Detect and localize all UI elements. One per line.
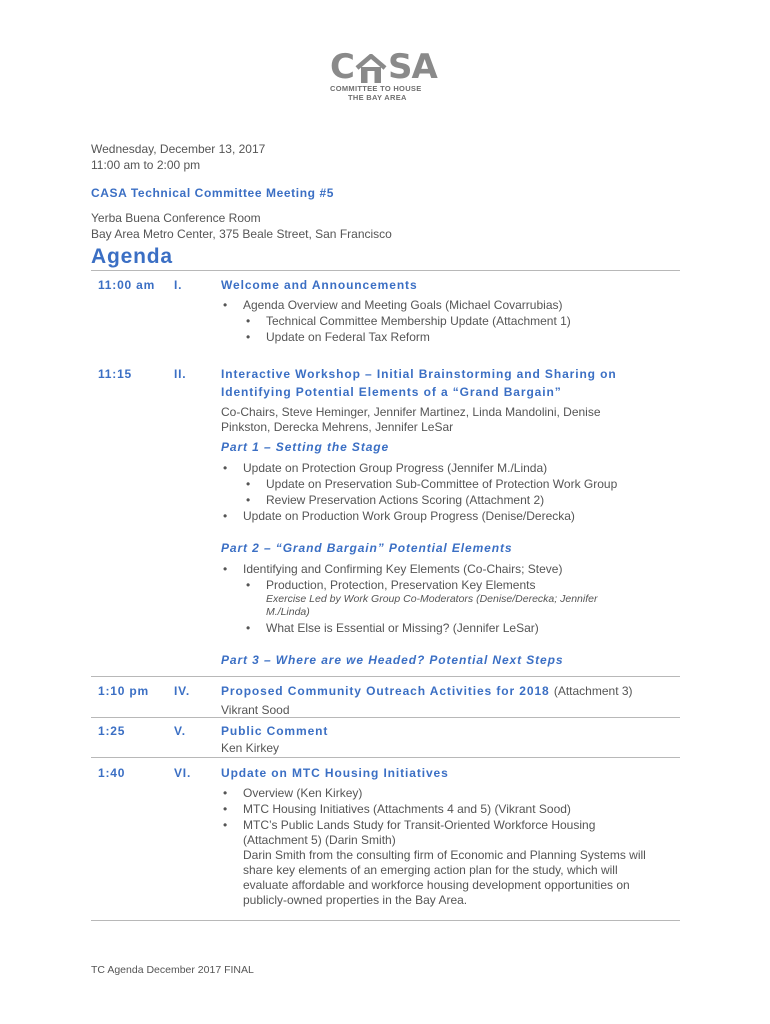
exercise-note-line1: Exercise Led by Work Group Co-Moderators (Denise/Derecka; Jennifer [266,593,598,605]
item-number: II. [174,367,187,381]
description-line3: evaluate affordable and workforce housing development opportunities on [243,878,630,892]
logo-subtitle-line1: COMMITTEE TO HOUSE [330,84,422,93]
part-heading: Part 2 – “Grand Bargain” Potential Elements [221,541,513,555]
item-time: 1:25 [98,724,126,738]
logo-subtitle-line2: THE BAY AREA [348,93,407,102]
meeting-header [91,141,691,242]
meeting-title: CASA Technical Committee Meeting #5 [91,186,335,200]
sub-bullet-item: • Review Preservation Actions Scoring (Attachment 2) [266,493,666,508]
sub-bullet-item: • Update on Federal Tax Reform [266,330,666,345]
meeting-date: Wednesday, December 13, 2017 [91,142,266,156]
meeting-address: Bay Area Metro Center, 375 Beale Street, San Francisco [91,227,392,241]
logo-letters-sa: SA [387,47,437,87]
bullet-line2: (Attachment 5) (Darin Smith) [243,833,396,847]
item-time: 11:00 am [98,278,156,292]
sub-bullet-item: • Update on Preservation Sub-Committee of Protection Work Group [266,477,666,492]
bullet-item: • Update on Protection Group Progress (Jennifer M./Linda) [243,461,673,476]
item-time: 11:15 [98,367,133,381]
meeting-time: 11:00 am to 2:00 pm [91,158,201,172]
sub-bullet-item: • What Else is Essential or Missing? (Jennifer LeSar) [266,621,666,636]
item-number: VI. [174,766,192,780]
bullet-line1: • MTC’s Public Lands Study for Transit-Oriented Workforce Housing [243,818,596,832]
bullet-item: • Update on Production Work Group Progress (Denise/Derecka) [243,509,673,524]
bullet-item: • MTC Housing Initiatives (Attachments 4 and 5) (Vikrant Sood) [243,802,673,817]
item-number: I. [174,278,183,292]
attachment-ref: (Attachment 3) [553,684,633,698]
presenters [221,405,671,435]
bullet-item: • Identifying and Confirming Key Elements (Co-Chairs; Steve) [243,562,673,577]
divider [91,270,680,271]
meeting-room: Yerba Buena Conference Room [91,211,261,225]
item-title-text: Proposed Community Outreach Activities for 2018 [221,684,550,698]
sub-bullet-item: • Technical Committee Membership Update (Attachment 1) [266,314,666,329]
item-description [243,848,693,908]
item-number: IV. [174,684,190,698]
divider [91,920,680,921]
description-line1: Darin Smith from the consulting firm of Economic and Planning Systems will [243,848,646,862]
divider [91,717,680,718]
item-title-line1: Interactive Workshop – Initial Brainstorming and Sharing on [221,367,617,381]
item-title [221,365,671,401]
presenters-line1: Co-Chairs, Steve Heminger, Jennifer Martinez, Linda Mandolini, Denise [221,405,601,419]
presenter: Ken Kirkey [221,741,280,755]
presenter: Vikrant Sood [221,703,290,717]
sub-bullet-item: • Production, Protection, Preservation Key Elements [266,578,666,593]
part-heading: Part 1 – Setting the Stage [221,440,390,454]
logo-letter-c: C [330,47,354,87]
agenda-heading: Agenda [91,245,173,268]
item-time: 1:40 [98,766,126,780]
item-number: V. [174,724,186,738]
part-heading: Part 3 – Where are we Headed? Potential Next Steps [221,653,564,667]
bullet-item [243,818,673,848]
casa-logo [330,47,442,108]
logo-wordmark [330,47,442,87]
bullet-item: • Agenda Overview and Meeting Goals (Michael Covarrubias) [243,298,673,313]
house-icon [355,54,387,84]
exercise-note [266,593,646,619]
bullet-item: • Overview (Ken Kirkey) [243,786,673,801]
item-title: Welcome and Announcements [221,278,418,292]
divider [91,757,680,758]
item-title: Update on MTC Housing Initiatives [221,766,449,780]
exercise-note-line2: M./Linda) [266,606,310,618]
footer-text: TC Agenda December 2017 FINAL [91,964,254,976]
item-time: 1:10 pm [98,684,149,698]
item-title [221,682,671,700]
description-line2: share key elements of an emerging action plan for the study, which will [243,863,618,877]
item-title: Public Comment [221,724,329,738]
presenters-line2: Pinkston, Derecka Mehrens, Jennifer LeSar [221,420,454,434]
divider [91,676,680,677]
description-line4: publicly-owned properties in the Bay Area. [243,893,468,907]
item-title-line2: Identifying Potential Elements of a “Grand Bargain” [221,385,562,399]
